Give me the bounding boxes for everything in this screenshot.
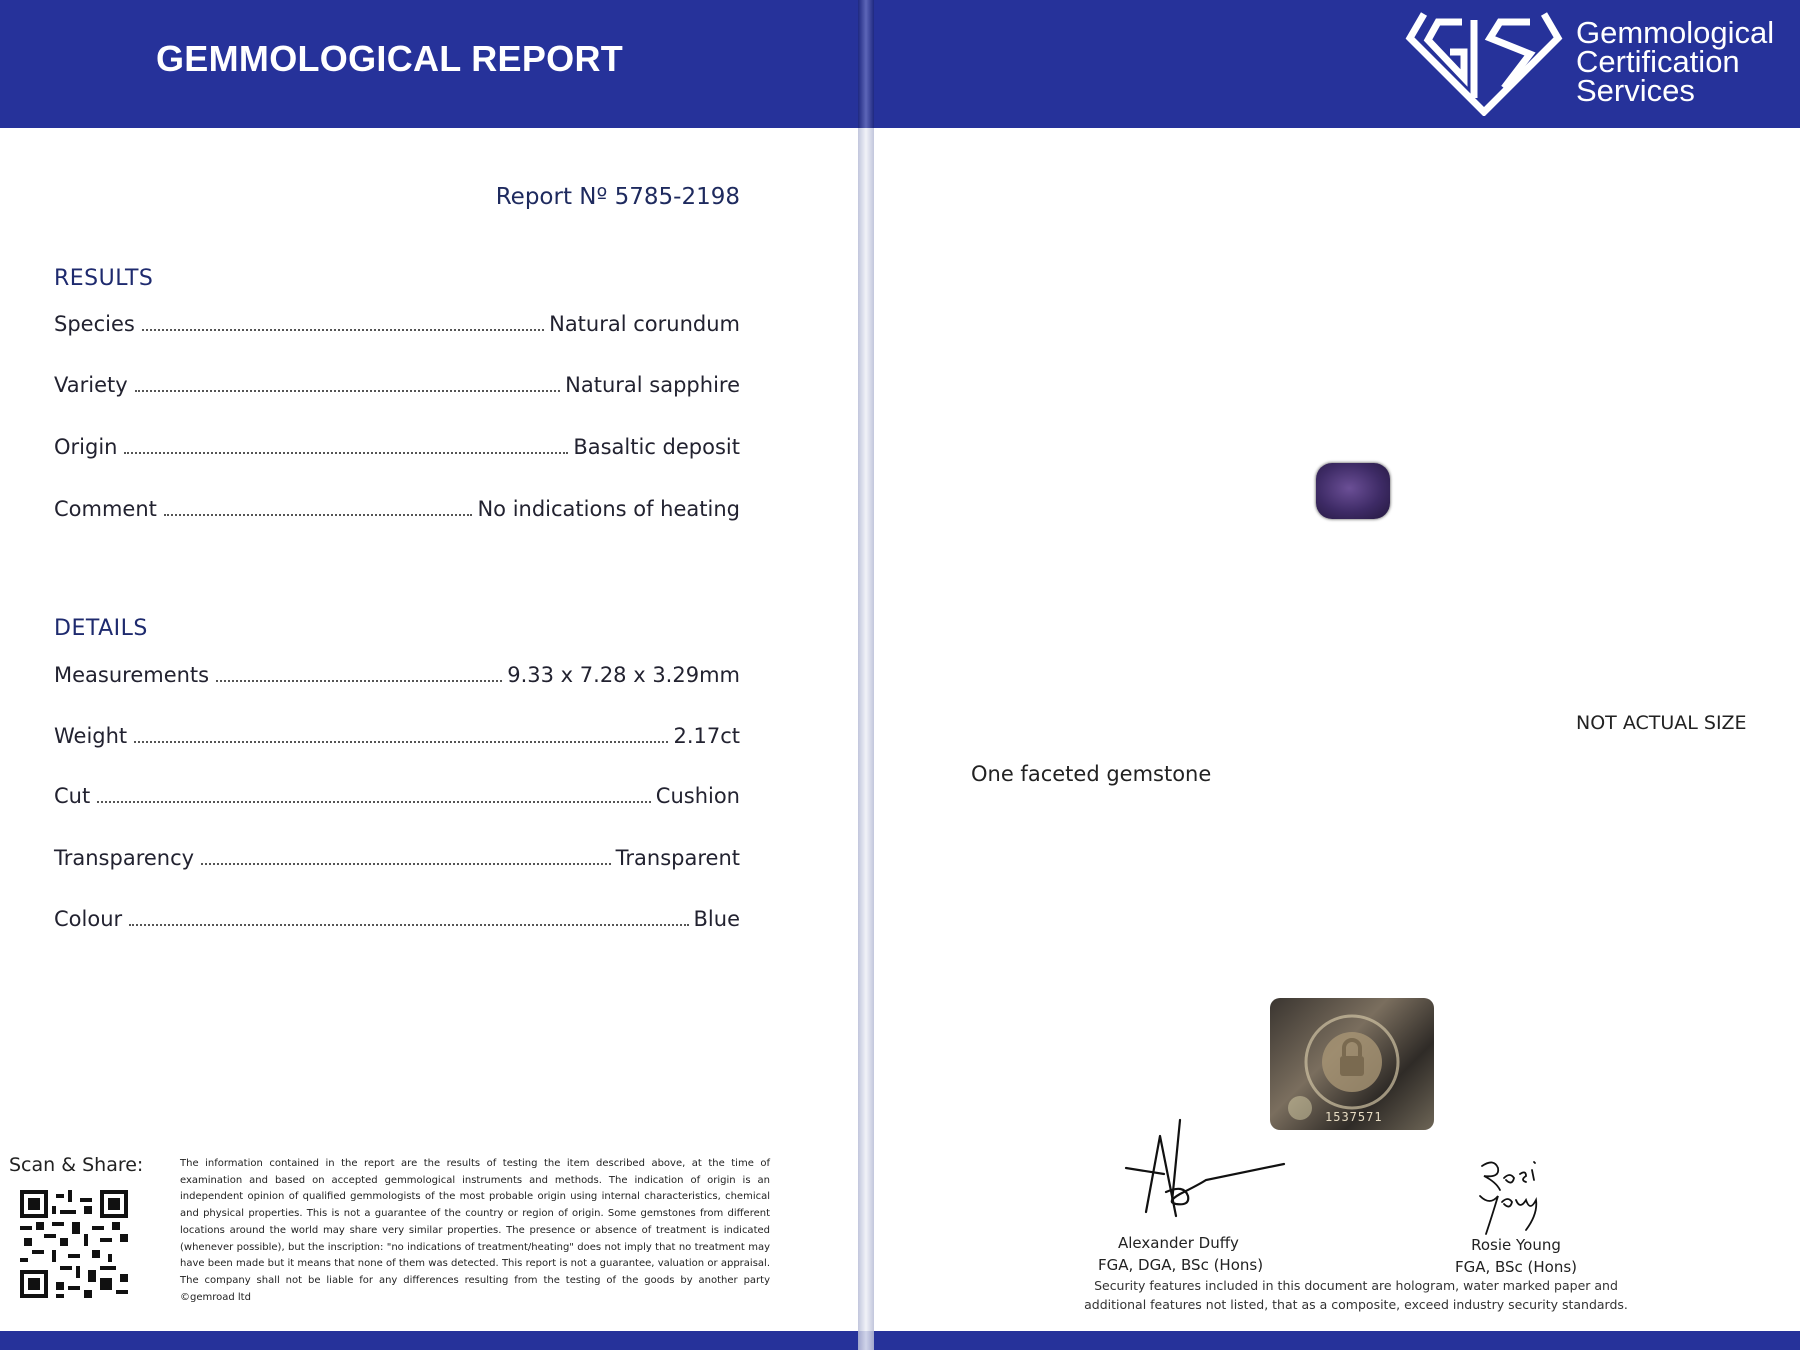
dot-leader xyxy=(164,514,473,516)
row-label: Measurements xyxy=(54,663,210,687)
row-value: 9.33 x 7.28 x 3.29mm xyxy=(507,663,740,687)
gcs-diamond-logo-icon xyxy=(1404,8,1564,116)
results-row-variety xyxy=(54,373,740,397)
results-row-species xyxy=(54,312,740,336)
dot-leader xyxy=(201,863,611,865)
dot-leader xyxy=(135,390,561,392)
page-fold xyxy=(858,0,874,1350)
signer-name-1: Alexander Duffy xyxy=(1118,1234,1239,1252)
not-actual-size-note: NOT ACTUAL SIZE xyxy=(1576,712,1747,734)
dot-leader xyxy=(97,801,651,803)
photo-caption: One faceted gemstone xyxy=(971,762,1212,786)
row-label: Comment xyxy=(54,497,157,521)
brand-line-2: Certification xyxy=(1576,44,1740,79)
row-label: Weight xyxy=(54,724,128,748)
row-value: Basaltic deposit xyxy=(573,435,740,459)
row-value: Blue xyxy=(693,907,740,931)
dot-leader xyxy=(142,329,544,331)
row-value: Natural corundum xyxy=(549,312,740,336)
results-heading: RESULTS xyxy=(54,266,154,291)
row-value: 2.17ct xyxy=(673,724,740,748)
signer-credentials-1: FGA, DGA, BSc (Hons) xyxy=(1098,1256,1264,1274)
signer-credentials-2: FGA, BSc (Hons) xyxy=(1454,1258,1578,1276)
results-row-origin xyxy=(54,435,740,459)
report-number: Report Nº 5785-2198 xyxy=(495,184,740,210)
report-title: GEMMOLOGICAL REPORT xyxy=(156,38,624,79)
details-heading: DETAILS xyxy=(54,616,148,641)
scan-share-label: Scan & Share: xyxy=(9,1154,144,1176)
brand-line-1: Gemmological xyxy=(1576,15,1775,50)
gemstone-photo xyxy=(1316,463,1390,519)
row-label: Cut xyxy=(54,784,91,808)
details-row-measurements xyxy=(54,663,740,687)
dot-leader xyxy=(216,680,502,682)
results-row-comment xyxy=(54,497,740,521)
page-fold-header xyxy=(858,0,874,128)
dot-leader xyxy=(124,452,568,454)
row-label: Colour xyxy=(54,907,123,931)
disclaimer-text: The information contained in the report are the results of testing the item described above, at the time of examination and based on accepted gemmological instruments and methods. The indication of origin is an independent opinion of qualified gemmologists of the most probable origin using internal characteristics, chemical and physical properties. This is not a guarantee of the country or region of origin. Some gemstones from different locations around the world may share very similar properties. The presence or absence of treatment is indicated (whenever possible), but the inscription: "no indications of treatment/heating" does not imply that no treatment may have been made but it means that none of them was detected. This report is not a guarantee, valuation or appraisal. The company shall not be liable for any differences resulting from the testing of the goods by another party ©gemroad ltd xyxy=(180,1158,770,1303)
brand-name xyxy=(1576,15,1775,108)
row-label: Species xyxy=(54,312,135,336)
signature-alexander-duffy xyxy=(1124,1116,1286,1220)
row-label: Transparency xyxy=(54,846,195,870)
hologram-serial: 1537571 xyxy=(1325,1110,1383,1124)
row-value: Transparent xyxy=(615,846,740,870)
details-row-weight xyxy=(54,724,740,748)
qr-code-icon[interactable] xyxy=(20,1190,128,1298)
row-label: Origin xyxy=(54,435,118,459)
row-value: Natural sapphire xyxy=(565,373,740,397)
details-row-colour xyxy=(54,907,740,931)
row-label: Variety xyxy=(54,373,128,397)
details-row-transparency xyxy=(54,846,740,870)
details-row-cut xyxy=(54,784,740,808)
brand-line-3: Services xyxy=(1576,73,1695,108)
dot-leader xyxy=(129,924,688,926)
footer-band xyxy=(0,1331,1800,1350)
row-value: No indications of heating xyxy=(477,497,740,521)
security-features-note: Security features included in this document are hologram, water marked paper and additional features not listed, that as a composite, exceed industry security standards. xyxy=(1084,1278,1628,1312)
row-value: Cushion xyxy=(655,784,740,808)
signer-name-2: Rosie Young xyxy=(1471,1236,1561,1254)
signature-rosie-young xyxy=(1474,1156,1568,1238)
dot-leader xyxy=(134,741,668,743)
